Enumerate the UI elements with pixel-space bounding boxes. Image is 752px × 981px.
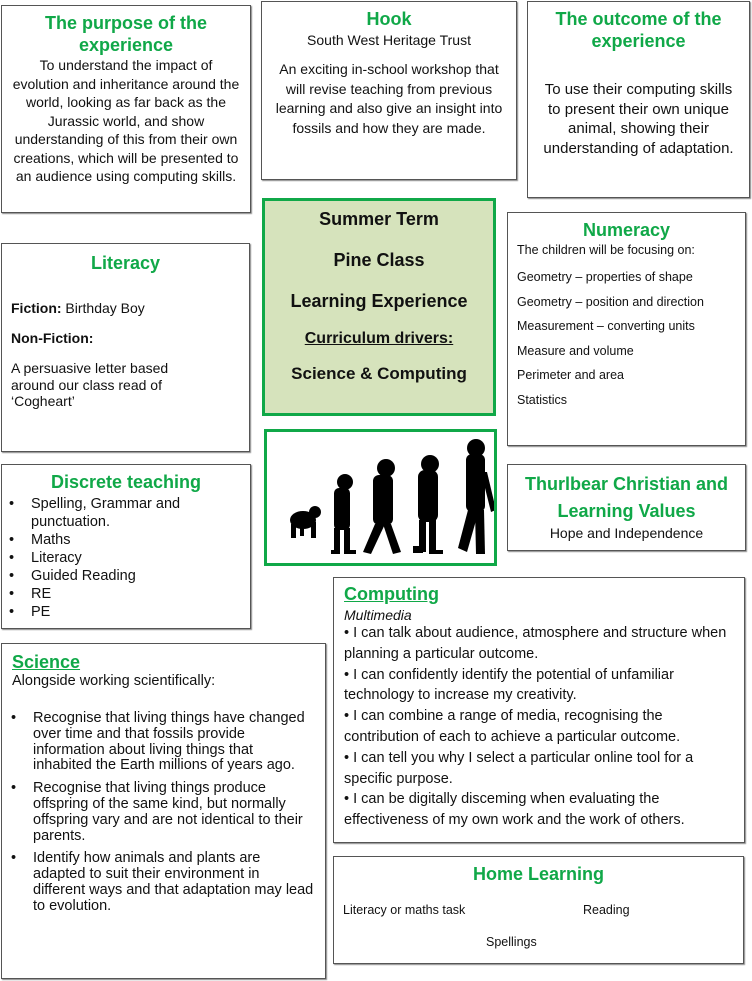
discrete-item: • RE bbox=[31, 585, 242, 603]
nonfiction-text: A persuasive letter based around our class read of ‘Cogheart’ bbox=[11, 360, 169, 409]
discrete-title: Discrete teaching bbox=[50, 472, 202, 492]
computing-item: • I can tell you why I select a particular online tool for a specific purpose. bbox=[344, 749, 694, 787]
discrete-item: • Maths bbox=[31, 531, 242, 549]
discrete-teaching-panel bbox=[1, 464, 251, 629]
numeracy-item: Measure and volume bbox=[517, 343, 634, 358]
discrete-item: • Guided Reading bbox=[31, 567, 242, 585]
hook-text: An exciting in-school workshop that will revise teaching from previous learning and also give an insight into fossils and how they are made. bbox=[275, 61, 503, 136]
computing-item: • I can combine a range of media, recognising the contribution of each to achieve a particular outcome. bbox=[344, 708, 681, 745]
term-label: Summer Term bbox=[319, 209, 439, 229]
nonfiction-label: Non-Fiction: bbox=[11, 330, 94, 346]
home-title: Home Learning bbox=[472, 864, 605, 884]
literacy-fiction bbox=[2, 300, 249, 316]
literacy-panel bbox=[1, 243, 250, 452]
outcome-text: To use their computing skills to present their own unique animal, showing their understanding of adaptation. bbox=[543, 81, 734, 157]
numeracy-item: Statistics bbox=[517, 392, 568, 407]
numeracy-title: Numeracy bbox=[582, 220, 671, 240]
discrete-list bbox=[2, 495, 250, 621]
hook-title: Hook bbox=[366, 9, 412, 29]
science-item: • Identify how animals and plants are adapted to suit their environment in different ways and that adaptation may lead to evolution. bbox=[33, 851, 315, 914]
numeracy-item: Measurement – converting units bbox=[517, 319, 695, 333]
computing-panel bbox=[333, 577, 745, 843]
purpose-title: The purpose of the experience bbox=[45, 13, 207, 55]
computing-list bbox=[334, 623, 744, 831]
central-title-panel bbox=[262, 198, 496, 416]
fiction-label: Fiction: bbox=[11, 300, 62, 316]
values-panel bbox=[507, 464, 746, 551]
evolution-image-panel bbox=[264, 429, 497, 566]
hook-panel bbox=[261, 1, 517, 180]
science-item: • Recognise that living things produce offspring of the same kind, but normally offspring vary and are not identical to their parents. bbox=[33, 781, 315, 844]
numeracy-item: Geometry – position and direction bbox=[517, 294, 704, 309]
experience-label: Learning Experience bbox=[290, 291, 468, 311]
values-title: Thurlbear Christian and Learning Values bbox=[524, 474, 729, 521]
discrete-item: • Literacy bbox=[31, 549, 242, 567]
purpose-text: To understand the impact of evolution and inheritance around the world, looking as far back as the Jurassic world, and show understanding of this from their own creations, which will be presented to an audience using computing skills. bbox=[12, 57, 240, 184]
science-intro: Alongside working scientifically: bbox=[12, 673, 216, 689]
computing-subtitle: Multimedia bbox=[344, 607, 412, 623]
numeracy-list bbox=[508, 265, 745, 412]
numeracy-item: Geometry – properties of shape bbox=[517, 270, 693, 284]
home-item-spellings: Spellings bbox=[486, 935, 537, 949]
discrete-item: • PE bbox=[31, 603, 242, 621]
literacy-title: Literacy bbox=[90, 253, 161, 273]
numeracy-panel bbox=[507, 212, 746, 446]
outcome-title: The outcome of the experience bbox=[555, 9, 722, 51]
home-learning-panel bbox=[333, 856, 744, 964]
curriculum-drivers-label: Curriculum drivers: bbox=[304, 330, 454, 347]
values-text: Hope and Independence bbox=[549, 525, 704, 541]
fiction-value: Birthday Boy bbox=[61, 300, 145, 316]
numeracy-intro: The children will be focusing on: bbox=[517, 243, 695, 257]
science-item: • Recognise that living things have changed over time and that fossils provide information about living things that inhabited the Earth millions of years ago. bbox=[33, 711, 315, 774]
hook-subtitle: South West Heritage Trust bbox=[307, 32, 471, 48]
computing-item: • I can talk about audience, atmosphere and structure when planning a particular outcome. bbox=[344, 625, 727, 662]
computing-item: • I can be digitally disceming when evaluating the effectiveness of my own work and the work of others. bbox=[344, 791, 685, 829]
computing-item: • I can confidently identify the potential of unfamiliar technology to increase my creativity. bbox=[344, 666, 674, 704]
discrete-item: • Spelling, Grammar and punctuation. bbox=[31, 495, 242, 531]
evolution-silhouette-icon bbox=[267, 432, 494, 563]
science-panel bbox=[1, 643, 326, 979]
outcome-panel bbox=[527, 1, 750, 198]
science-title: Science bbox=[12, 652, 81, 672]
numeracy-item: Perimeter and area bbox=[517, 368, 625, 382]
computing-title: Computing bbox=[344, 584, 439, 604]
home-item-literacy-maths: Literacy or maths task bbox=[343, 903, 466, 917]
class-label: Pine Class bbox=[333, 250, 425, 270]
curriculum-drivers-value: Science & Computing bbox=[291, 364, 467, 383]
purpose-panel bbox=[1, 5, 251, 213]
home-item-reading: Reading bbox=[583, 903, 630, 917]
science-list bbox=[2, 711, 325, 915]
